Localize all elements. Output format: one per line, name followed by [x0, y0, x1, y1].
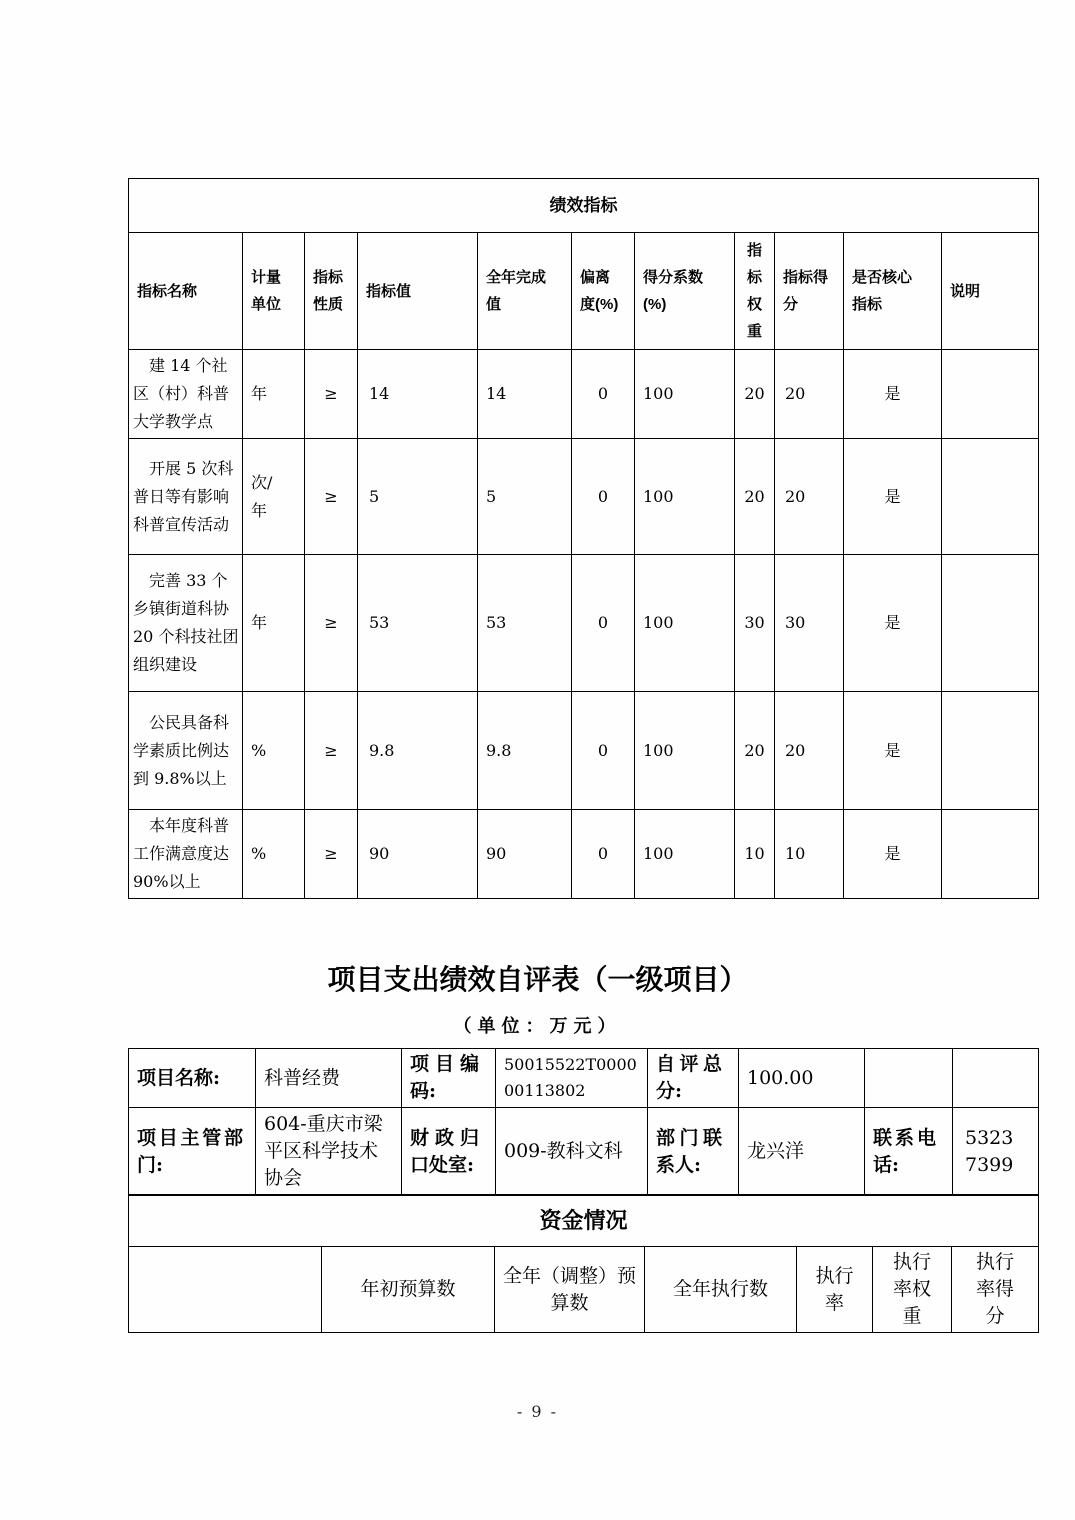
header-unit: 计量单位	[243, 233, 305, 350]
row4-unit: %	[243, 692, 305, 810]
empty-cell	[865, 1049, 953, 1108]
department-value: 604-重庆市梁平区科学技术协会	[256, 1108, 402, 1196]
row5-name: 本年度科普工作满意度达 90%以上	[129, 810, 243, 899]
row3-weight: 30	[735, 555, 775, 692]
empty-cell	[129, 1247, 322, 1333]
row5-target: 90	[358, 810, 478, 899]
self-eval-table-title: 项目支出绩效自评表（一级项目）	[327, 963, 748, 996]
indicator-header-row	[129, 233, 1039, 350]
funding-title: 资金情况	[129, 1195, 1039, 1247]
row4-completed: 9.8	[478, 692, 572, 810]
row3-deviation: 0	[572, 555, 635, 692]
indicator-row-4	[129, 692, 1039, 810]
page-number: - 9 -	[516, 1402, 559, 1421]
row1-score: 20	[775, 350, 844, 439]
indicator-row-5	[129, 810, 1039, 899]
header-initial-budget: 年初预算数	[322, 1247, 495, 1333]
row5-score: 10	[775, 810, 844, 899]
finance-office-value: 009-教科文科	[496, 1108, 648, 1196]
contact-label: 部门联系人:	[648, 1108, 739, 1196]
row5-weight: 10	[735, 810, 775, 899]
row2-core: 是	[844, 439, 942, 555]
funding-header-row	[129, 1247, 1039, 1333]
row2-nature: ≥	[305, 439, 358, 555]
header-nature: 指标性质	[305, 233, 358, 350]
phone-value: 53237399	[953, 1108, 1039, 1196]
row5-coefficient: 100	[635, 810, 735, 899]
row5-deviation: 0	[572, 810, 635, 899]
header-score-coefficient: 得分系数(%)	[635, 233, 735, 350]
row2-name: 开展 5 次科普日等有影响科普宣传活动	[129, 439, 243, 555]
indicator-row-1	[129, 350, 1039, 439]
row1-note	[942, 350, 1039, 439]
row5-note	[942, 810, 1039, 899]
row1-name: 建 14 个社区（村）科普大学教学点	[129, 350, 243, 439]
row2-deviation: 0	[572, 439, 635, 555]
header-execution-rate-score: 执行率得分	[952, 1247, 1039, 1333]
project-code-value: 50015522T000000113802	[496, 1049, 648, 1108]
table-title-row	[129, 179, 1039, 233]
indicator-row-3	[129, 555, 1039, 692]
row3-unit: 年	[243, 555, 305, 692]
performance-indicator-table	[128, 178, 1039, 899]
row1-unit: 年	[243, 350, 305, 439]
row3-completed: 53	[478, 555, 572, 692]
row1-nature: ≥	[305, 350, 358, 439]
row4-score: 20	[775, 692, 844, 810]
self-eval-info-table	[128, 1048, 1039, 1196]
funding-section-table	[128, 1194, 1039, 1333]
row1-coefficient: 100	[635, 350, 735, 439]
row1-weight: 20	[735, 350, 775, 439]
header-annual-execution: 全年执行数	[645, 1247, 797, 1333]
header-is-core: 是否核心指标	[844, 233, 942, 350]
indicator-table-title: 绩效指标	[129, 179, 1039, 233]
self-score-value: 100.00	[739, 1049, 865, 1108]
row2-target: 5	[358, 439, 478, 555]
row2-coefficient: 100	[635, 439, 735, 555]
row2-completed: 5	[478, 439, 572, 555]
project-info-row	[129, 1049, 1039, 1108]
row3-nature: ≥	[305, 555, 358, 692]
department-label: 项目主管部门:	[129, 1108, 256, 1196]
indicator-row-2	[129, 439, 1039, 555]
project-name-label: 项目名称:	[129, 1049, 256, 1108]
row2-score: 20	[775, 439, 844, 555]
header-completed-value: 全年完成值	[478, 233, 572, 350]
row4-weight: 20	[735, 692, 775, 810]
row5-core: 是	[844, 810, 942, 899]
department-info-row	[129, 1108, 1039, 1196]
header-indicator-name: 指标名称	[129, 233, 243, 350]
phone-label: 联系电话:	[865, 1108, 953, 1196]
contact-value: 龙兴洋	[739, 1108, 865, 1196]
row1-completed: 14	[478, 350, 572, 439]
row4-nature: ≥	[305, 692, 358, 810]
header-weight: 指标权重	[735, 233, 775, 350]
row2-unit: 次/年	[243, 439, 305, 555]
self-score-label: 自评总分:	[648, 1049, 739, 1108]
funding-title-row	[129, 1195, 1039, 1247]
row4-name: 公民具备科学素质比例达到 9.8%以上	[129, 692, 243, 810]
row3-coefficient: 100	[635, 555, 735, 692]
empty-cell	[953, 1049, 1039, 1108]
row5-unit: %	[243, 810, 305, 899]
finance-office-label: 财政归口处室:	[402, 1108, 496, 1196]
unit-note: （单位：万元）	[453, 1016, 622, 1037]
row1-core: 是	[844, 350, 942, 439]
row4-deviation: 0	[572, 692, 635, 810]
header-execution-rate: 执行率	[797, 1247, 873, 1333]
row1-target: 14	[358, 350, 478, 439]
row4-note	[942, 692, 1039, 810]
row2-note	[942, 439, 1039, 555]
row4-target: 9.8	[358, 692, 478, 810]
row3-note	[942, 555, 1039, 692]
row1-deviation: 0	[572, 350, 635, 439]
row3-score: 30	[775, 555, 844, 692]
project-code-label: 项目编码:	[402, 1049, 496, 1108]
row4-core: 是	[844, 692, 942, 810]
header-target-value: 指标值	[358, 233, 478, 350]
row5-completed: 90	[478, 810, 572, 899]
header-score: 指标得分	[775, 233, 844, 350]
row3-name: 完善 33 个乡镇街道科协 20 个科技社团组织建设	[129, 555, 243, 692]
header-deviation: 偏离度(%)	[572, 233, 635, 350]
header-execution-rate-weight: 执行率权重	[873, 1247, 952, 1333]
row3-target: 53	[358, 555, 478, 692]
row5-nature: ≥	[305, 810, 358, 899]
header-note: 说明	[942, 233, 1039, 350]
row4-coefficient: 100	[635, 692, 735, 810]
row3-core: 是	[844, 555, 942, 692]
row2-weight: 20	[735, 439, 775, 555]
project-name-value: 科普经费	[256, 1049, 402, 1108]
header-adjusted-budget: 全年（调整）预算数	[495, 1247, 645, 1333]
